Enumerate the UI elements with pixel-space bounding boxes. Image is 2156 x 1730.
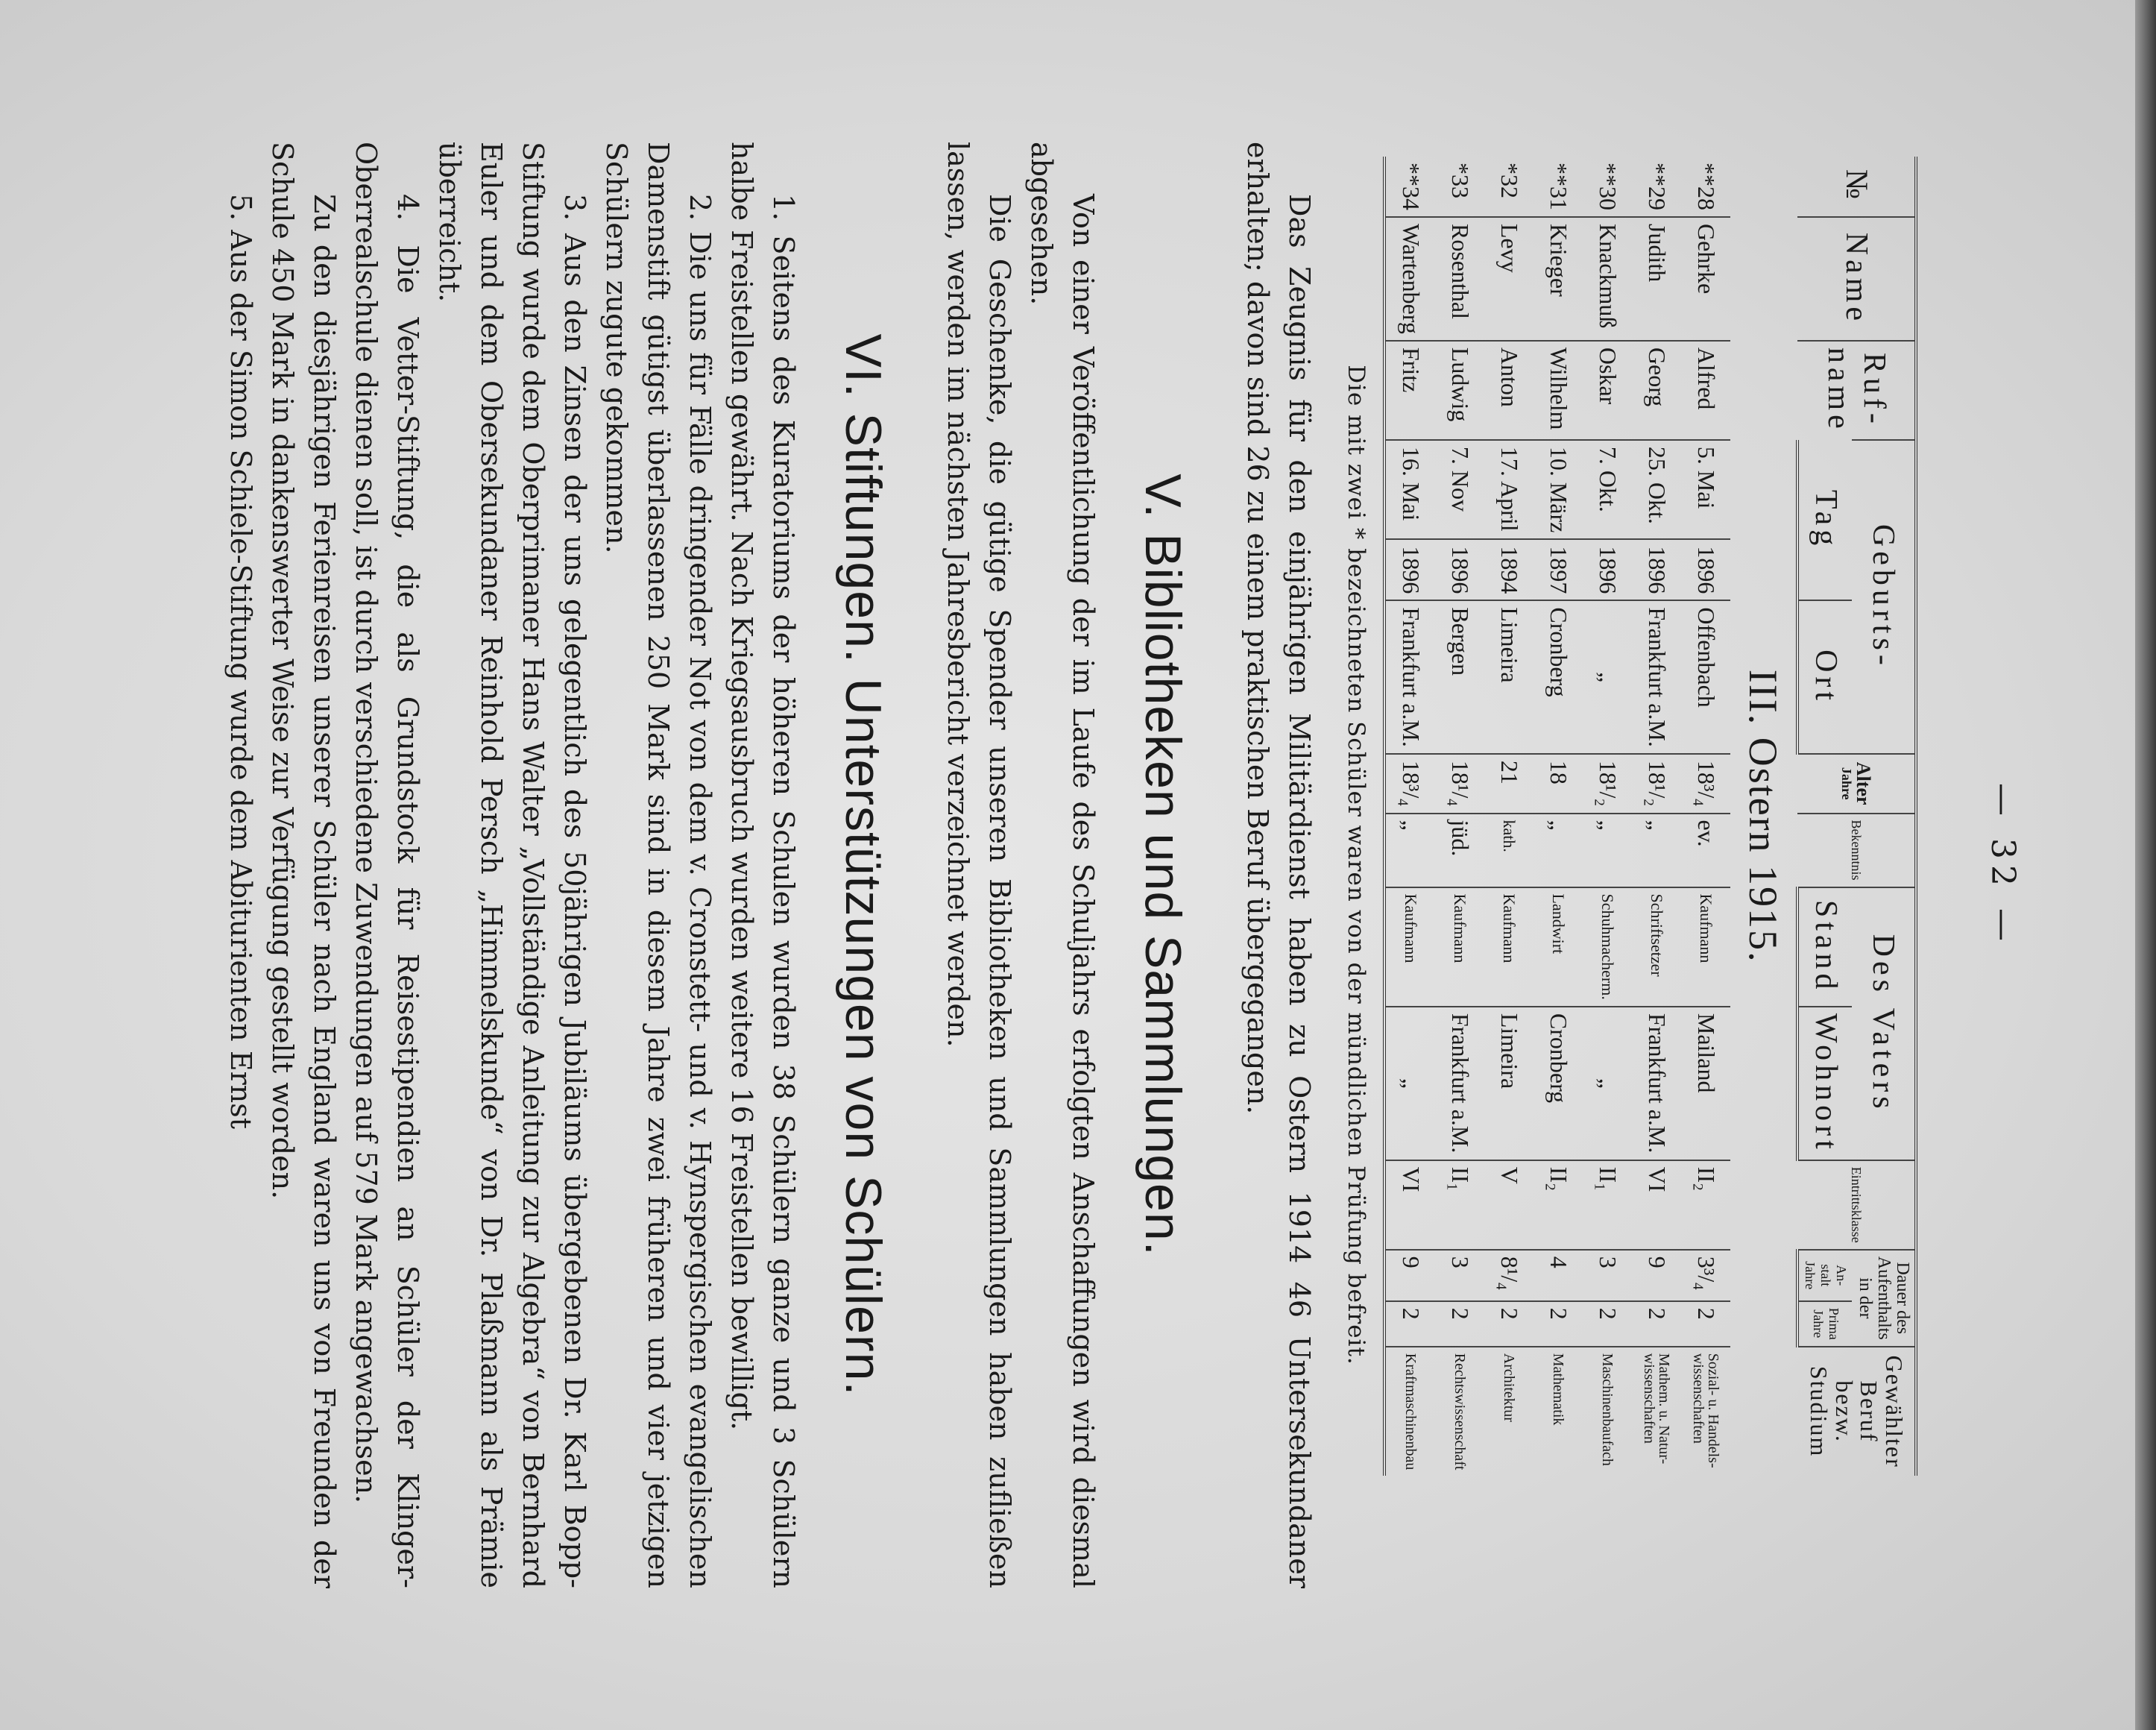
cell-beruf: Rechtswissenschaft <box>1435 1347 1484 1476</box>
cell-wohnort: „ <box>1384 1007 1435 1160</box>
cell-ruf: Wilhelm <box>1534 341 1583 440</box>
cell-bek: „ <box>1632 814 1681 887</box>
cell-anstalt: 9 <box>1384 1250 1435 1301</box>
table-row <box>1632 157 1681 1476</box>
cell-nr: **28 <box>1692 163 1720 210</box>
table-footnote: Die mit zwei * bezeichneten Schüler waren von der mündlichen Prüfung befreit. <box>1343 365 1370 1365</box>
cell-anstalt: 3³/₄ <box>1681 1250 1730 1301</box>
section-vi-paragraph-2: 2. Die uns für Fälle dringender Not von dem v. Cronstett- und v. Hynspergischen evangelischen Damenstift gütigst überlassenen 250 Mark sind in diesem Jahre zwei früheren und vier jetzigen Schülern zugute gekommen. <box>600 142 717 1588</box>
cell-ort: Bergen <box>1435 600 1484 754</box>
section-vi-paragraph-3: 3. Aus den Zinsen der uns gelegentlich des 50jährigen Jubiläums übergebenen Dr. Karl Bopp-Stiftung wurde dem Oberprimaner Hans Walter „Vollständige Anleitung zur Algebra“ von Bernhard Euler und dem Obersekundaner Reinhold Persch „Himmelskunde“ von Dr. Plaßmann als Prämie überreicht. <box>433 142 592 1588</box>
header-dauer: Dauer des Aufenthalts in der <box>1852 1250 1916 1347</box>
cell-bek: „ <box>1384 814 1435 887</box>
cell-prima: 2 <box>1484 1301 1534 1347</box>
cell-tag: 10. März <box>1534 440 1583 540</box>
section-v-paragraph-2: Die Geschenke, die gütige Spender unseren Bibliotheken und Sammlungen haben zufließen lassen, werden im nächsten Jahresbericht verzeichnet werden. <box>942 142 1017 1588</box>
cell-jahr: 1896 <box>1435 539 1484 600</box>
cell-nr: *33 <box>1446 163 1474 198</box>
zeugnis-paragraph: Das Zeugnis für den einjährigen Militärdienst haben zu Ostern 1914 46 Untersekundaner erhalten; davon sind 26 zu einem praktischen Beruf übergegangen. <box>1241 142 1317 1588</box>
cell-tag: 25. Okt. <box>1632 440 1681 540</box>
header-stand: Stand <box>1797 887 1852 1007</box>
cell-wohnort: Mailand <box>1681 1007 1730 1160</box>
cell-eintritt: V <box>1484 1160 1534 1250</box>
cell-stand: Kaufmann <box>1384 887 1435 1007</box>
cell-anstalt: 3 <box>1435 1250 1484 1301</box>
cell-prima: 2 <box>1632 1301 1681 1347</box>
section-v-heading: V. Bibliotheken und Sammlungen. <box>1135 474 1192 1256</box>
cell-jahr: 1894 <box>1484 539 1534 600</box>
cell-jahr: 1896 <box>1681 539 1730 600</box>
cell-alter: 18¹/₂ <box>1583 754 1632 814</box>
cell-eintritt: II₂ <box>1681 1160 1730 1250</box>
cell-beruf: Sozial- u. Handels-wissenschaften <box>1681 1347 1730 1476</box>
cell-wohnort: Frankfurt a.M. <box>1632 1007 1681 1160</box>
header-geburts: Geburts- <box>1852 440 1916 754</box>
cell-wohnort: Cronberg <box>1534 1007 1583 1160</box>
cell-stand: Schriftsetzer <box>1632 887 1681 1007</box>
section-vi-heading: VI. Stiftungen. Unterstützungen von Schülern. <box>835 333 892 1397</box>
cell-alter: 21 <box>1484 754 1534 814</box>
cell-ort: Frankfurt a.M. <box>1384 600 1435 754</box>
cell-prima: 2 <box>1435 1301 1484 1347</box>
cell-stand: Kaufmann <box>1435 887 1484 1007</box>
cell-name: Knackmuß <box>1583 217 1632 341</box>
cell-eintritt: II₁ <box>1583 1160 1632 1250</box>
cell-alter: 18 <box>1534 754 1583 814</box>
cell-ort: Limeira <box>1484 600 1534 754</box>
cell-ort: „ <box>1583 600 1632 754</box>
table-row <box>1583 157 1632 1476</box>
section-title-ostern-1915: III. Ostern 1915. <box>1741 669 1786 963</box>
cell-alter: 18¹/₂ <box>1632 754 1681 814</box>
cell-ruf: Georg <box>1632 341 1681 440</box>
header-anstalt <box>1797 1250 1852 1301</box>
table-row <box>1384 157 1435 1476</box>
cell-stand: Kaufmann <box>1681 887 1730 1007</box>
graduates-table <box>1383 157 1917 1476</box>
header-prima-jahre: Jahre <box>1810 1309 1826 1339</box>
cell-tag: 7. Okt. <box>1583 440 1632 540</box>
cell-wohnort: „ <box>1583 1007 1632 1160</box>
page-number: — 32 — <box>1984 783 2022 947</box>
table-row <box>1534 157 1583 1476</box>
cell-nr: **30 <box>1594 163 1621 210</box>
cell-prima: 2 <box>1583 1301 1632 1347</box>
cell-tag: 7. Nov <box>1435 440 1484 540</box>
header-prima <box>1797 1301 1852 1347</box>
cell-wohnort: Limeira <box>1484 1007 1534 1160</box>
cell-ruf: Fritz <box>1384 341 1435 440</box>
cell-stand: Kaufmann <box>1484 887 1534 1007</box>
header-wohnort: Wohnort <box>1797 1007 1852 1160</box>
header-alter <box>1797 754 1916 814</box>
cell-beruf: Maschinenbaufach <box>1583 1347 1632 1476</box>
cell-bek: „ <box>1583 814 1632 887</box>
cell-name: Krieger <box>1534 217 1583 341</box>
section-v-paragraph-1: Von einer Veröffentlichung der im Laufe des Schuljahrs erfolgten Anschaffungen wird diesmal abgesehen. <box>1025 142 1100 1588</box>
section-vi-paragraph-5: Zu den diesjährigen Ferienreisen unserer Schüler nach England waren uns von Freunden der Schule 450 Mark in dankenswerter Weise zur Verfügung gestellt worden. <box>266 142 341 1588</box>
header-des-vaters: Des Vaters <box>1852 887 1916 1160</box>
cell-ruf: Ludwig <box>1435 341 1484 440</box>
header-ort: Ort <box>1797 600 1852 754</box>
table-row <box>1484 157 1534 1476</box>
header-alter-label: Alter <box>1852 761 1874 805</box>
cell-beruf: Architektur <box>1484 1347 1534 1476</box>
cell-eintritt: II₁ <box>1435 1160 1484 1250</box>
cell-beruf: Kraftmaschinenbau <box>1384 1347 1435 1476</box>
cell-bek: jüd. <box>1435 814 1484 887</box>
cell-prima: 2 <box>1384 1301 1435 1347</box>
header-anstalt-jahre: Jahre <box>1803 1261 1818 1290</box>
cell-anstalt: 4 <box>1534 1250 1583 1301</box>
cell-tag: 5. Mai <box>1681 440 1730 540</box>
cell-nr: **34 <box>1384 157 1435 217</box>
header-rufname: Ruf- name <box>1797 341 1916 440</box>
cell-alter: 18³/₄ <box>1384 754 1435 814</box>
cell-name: Levy <box>1484 217 1534 341</box>
cell-stand: Schuhmacherm. <box>1583 887 1632 1007</box>
header-name: Name <box>1797 217 1916 341</box>
header-alter-unit: Jahre <box>1838 767 1854 800</box>
header-prima-label: Prima <box>1826 1307 1841 1340</box>
header-eintrittsklasse: Eintrittsklasse <box>1797 1160 1916 1250</box>
cell-eintritt: VI <box>1384 1160 1435 1250</box>
cell-name: Wartenberg <box>1384 217 1435 341</box>
cell-jahr: 1896 <box>1384 539 1435 600</box>
cell-ort: Cronberg <box>1534 600 1583 754</box>
header-tag: Tag <box>1797 440 1852 601</box>
header-beruf: Gewählter Beruf bezw. Studium <box>1797 1347 1916 1476</box>
section-vi-paragraph-6: 5. Aus der Simon Schiele-Stiftung wurde dem Abiturienten Ernst <box>224 194 258 1129</box>
cell-tag: 17. April <box>1484 440 1534 540</box>
cell-beruf: Mathematik <box>1534 1347 1583 1476</box>
cell-bek: ev. <box>1681 814 1730 887</box>
cell-beruf: Mathem. u. Natur-wissenschaften <box>1632 1347 1681 1476</box>
cell-jahr: 1896 <box>1632 539 1681 600</box>
cell-anstalt: 9 <box>1632 1250 1681 1301</box>
header-nr: № <box>1797 157 1916 217</box>
cell-name: Gehrke <box>1681 217 1730 341</box>
cell-stand: Landwirt <box>1534 887 1583 1007</box>
cell-anstalt: 8¹/₄ <box>1484 1250 1534 1301</box>
cell-bek: „ <box>1534 814 1583 887</box>
cell-name: Judith <box>1632 217 1681 341</box>
cell-ort: Frankfurt a.M. <box>1632 600 1681 754</box>
cell-alter: 18³/₄ <box>1681 754 1730 814</box>
cell-wohnort: Frankfurt a.M. <box>1435 1007 1484 1160</box>
cell-name: Rosenthal <box>1435 217 1484 341</box>
cell-bek: kath. <box>1484 814 1534 887</box>
cell-nr: **29 <box>1643 163 1671 210</box>
table-row <box>1681 157 1730 1476</box>
cell-prima: 2 <box>1534 1301 1583 1347</box>
cell-ruf: Oskar <box>1583 341 1632 440</box>
cell-jahr: 1897 <box>1534 539 1583 600</box>
cell-ort: Offenbach <box>1681 600 1730 754</box>
cell-eintritt: VI <box>1632 1160 1681 1250</box>
cell-eintritt: II₂ <box>1534 1160 1583 1250</box>
header-bekenntnis: Bekenntnis <box>1797 814 1916 887</box>
cell-ruf: Alfred <box>1681 341 1730 440</box>
cell-ruf: Anton <box>1484 341 1534 440</box>
cell-nr: *32 <box>1495 163 1523 198</box>
cell-anstalt: 3 <box>1583 1250 1632 1301</box>
section-vi-paragraph-1: 1. Seitens des Kuratoriums der höheren Schulen wurden 38 Schülern ganze und 3 Schülern halbe Freistellen gewährt. Nach Kriegsausbruch wurden weitere 16 Freistellen bewilligt. <box>725 142 801 1588</box>
cell-tag: 16. Mai <box>1384 440 1435 540</box>
table-row <box>1435 157 1484 1476</box>
cell-nr: **31 <box>1545 163 1572 210</box>
cell-jahr: 1896 <box>1583 539 1632 600</box>
section-vi-paragraph-4: 4. Die Vetter-Stiftung, die als Grundstock für Reisestipendien an Schüler der Klinger-Oberrealschule dienen soll, ist durch verschiedene Zuwendungen auf 579 Mark angewachsen. <box>350 142 425 1588</box>
cell-prima: 2 <box>1681 1301 1730 1347</box>
header-anstalt-label: An- stalt <box>1818 1264 1850 1287</box>
cell-alter: 18¹/₄ <box>1435 754 1484 814</box>
